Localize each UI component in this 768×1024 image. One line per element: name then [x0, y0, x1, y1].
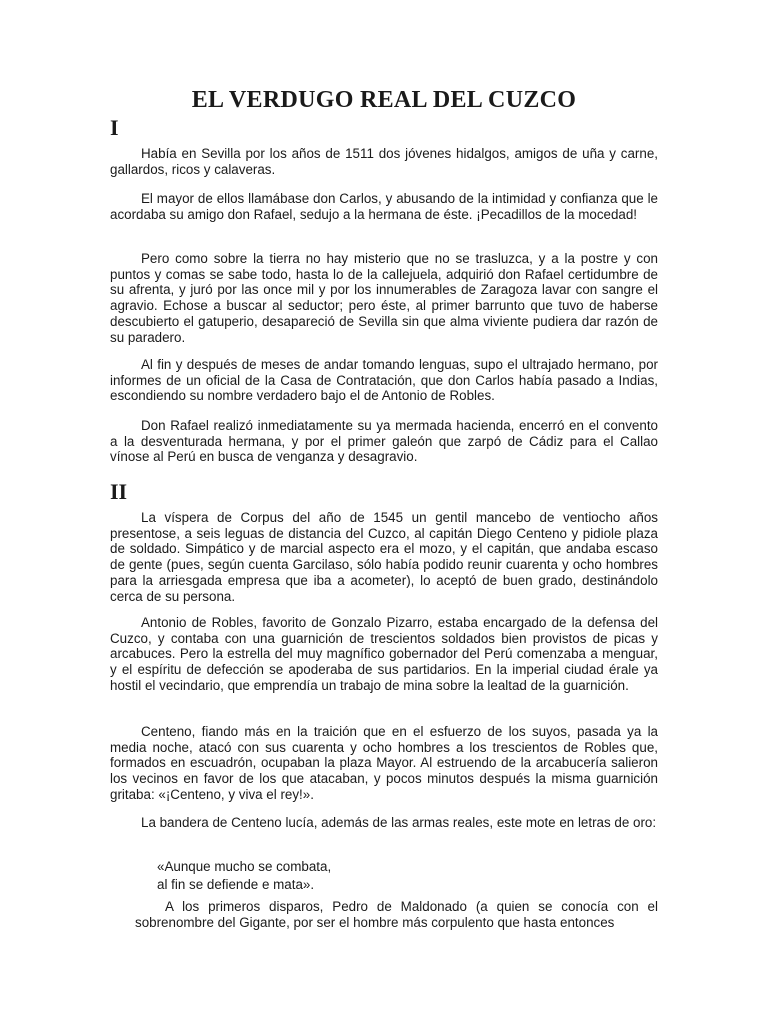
paragraph: Antonio de Robles, favorito de Gonzalo Pizarro, estaba encargado de la defensa del Cuzco, y contaba con una guarnición de trescientos soldados bien provistos de picas y arcabuces. Pero la estrella del muy magnífico gobernador del Perú comenzaba a menguar, y el espíritu de defección se apoderaba de sus partidarios. En la imperial ciudad érale ya hostil el vecindario, que emprendía un trabajo de mina sobre la lealtad de la guarnición.	[110, 615, 658, 693]
paragraph: La bandera de Centeno lucía, además de las armas reales, este mote en letras de oro:	[141, 815, 657, 830]
paragraph: Había en Sevilla por los años de 1511 dos jóvenes hidalgos, amigos de uña y carne, gallardos, ricos y calaveras.	[110, 146, 658, 177]
paragraph-continuation: A los primeros disparos, Pedro de Maldonado (a quien se conocía con el sobrenombre del Gigante, por ser el hombre más corpulento que hasta entonces	[135, 899, 658, 930]
paragraph: Don Rafael realizó inmediatamente su ya mermada hacienda, encerró en el convento a la desventurada hermana, y por el primer galeón que zarpó de Cádiz para el Callao vínose al Perú en busca de venganza y desagravio.	[110, 418, 658, 465]
paragraph: Centeno, fiando más en la traición que en el esfuerzo de los suyos, pasada ya la media noche, atacó con sus cuarenta y ocho hombres a los trescientos de Robles que, formados en escuadrón, ocupaban la plaza Mayor. Al estruendo de la arcabucería salieron los vecinos en favor de los que atacaban, y pocos minutos después la misma guarnición gritaba: «¡Centeno, y viva el rey!».	[110, 724, 658, 802]
paragraph: El mayor de ellos llamábase don Carlos, y abusando de la intimidad y confianza que le acordaba su amigo don Rafael, sedujo a la hermana de éste. ¡Pecadillos de la mocedad!	[110, 191, 658, 222]
paragraph: Al fin y después de meses de andar tomando lenguas, supo el ultrajado hermano, por informes de un oficial de la Casa de Contratación, que don Carlos había pasado a Indias, escondiendo su nombre verdadero bajo el de Antonio de Robles.	[110, 357, 658, 404]
verse-line: al fin se defiende e mata».	[157, 877, 315, 892]
paragraph: Pero como sobre la tierra no hay misterio que no se trasluzca, y a la postre y con puntos y comas se sabe todo, hasta lo de la callejuela, adquirió don Rafael certidumbre de su afrenta, y juró por las once mil y por los innumerables de Zaragoza lavar con sangre el agravio. Echose a buscar al seductor; pero éste, al primer barrunto que tuvo de haberse descubierto el gatuperio, desapareció de Sevilla sin que alma viviente pudiera dar razón de su paradero.	[110, 251, 658, 345]
section-heading-i: I	[110, 115, 119, 140]
verse-line: «Aunque mucho se combata,	[157, 859, 332, 874]
document-title: EL VERDUGO REAL DEL CUZCO	[191, 87, 577, 113]
paragraph: La víspera de Corpus del año de 1545 un gentil mancebo de ventiocho años presentose, a seis leguas de distancia del Cuzco, al capitán Diego Centeno y pidiole plaza de soldado. Simpático y de marcial aspecto era el mozo, y el capitán, que andaba escaso de gente (pues, según cuenta Garcilaso, sólo había podido reunir cuarenta y ocho hombres para la arriesgada empresa que iba a acometer), lo aceptó de buen grado, destinándolo cerca de su persona.	[110, 510, 658, 604]
verse-quote	[157, 858, 557, 894]
section-heading-ii: II	[110, 479, 128, 504]
